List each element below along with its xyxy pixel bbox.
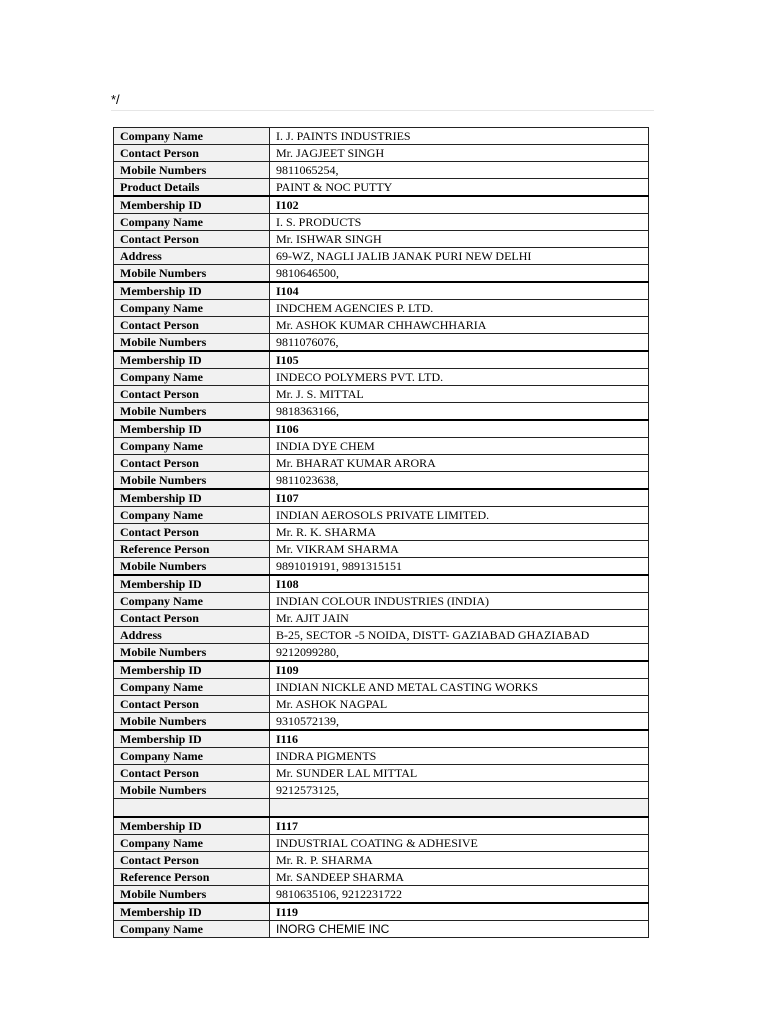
table-row (114, 765, 649, 782)
table-row (114, 507, 649, 524)
row-label: Company Name (114, 438, 270, 455)
row-label: Mobile Numbers (114, 265, 270, 283)
row-label: Membership ID (114, 817, 270, 835)
row-value: 69-WZ, NAGLI JALIB JANAK PURI NEW DELHI (270, 248, 649, 265)
table-row (114, 748, 649, 765)
row-value: Mr. ASHOK KUMAR CHHAWCHHARIA (270, 317, 649, 334)
members-table (113, 127, 649, 938)
table-row (114, 300, 649, 317)
row-value: I104 (270, 282, 649, 300)
row-label: Contact Person (114, 696, 270, 713)
row-label: Product Details (114, 179, 270, 197)
row-label: Mobile Numbers (114, 782, 270, 799)
row-value: I102 (270, 196, 649, 214)
table-row (114, 489, 649, 507)
row-label: Mobile Numbers (114, 644, 270, 662)
row-value: Mr. VIKRAM SHARMA (270, 541, 649, 558)
row-label: Mobile Numbers (114, 403, 270, 421)
row-label: Company Name (114, 214, 270, 231)
table-row (114, 679, 649, 696)
table-row (114, 627, 649, 644)
row-value: Mr. R. P. SHARMA (270, 852, 649, 869)
table-row (114, 248, 649, 265)
table-row (114, 455, 649, 472)
row-value: 9810635106, 9212231722 (270, 886, 649, 904)
row-label: Contact Person (114, 765, 270, 782)
row-value: Mr. SUNDER LAL MITTAL (270, 765, 649, 782)
row-label: Reference Person (114, 869, 270, 886)
row-label: Membership ID (114, 351, 270, 369)
row-value (270, 799, 649, 818)
row-label: Mobile Numbers (114, 713, 270, 731)
row-label: Contact Person (114, 386, 270, 403)
row-value: I105 (270, 351, 649, 369)
table-row (114, 438, 649, 455)
table-row (114, 369, 649, 386)
row-label: Company Name (114, 369, 270, 386)
row-label: Contact Person (114, 852, 270, 869)
table-row (114, 817, 649, 835)
row-value: INDUSTRIAL COATING & ADHESIVE (270, 835, 649, 852)
table-row (114, 420, 649, 438)
table-row (114, 610, 649, 627)
table-row (114, 886, 649, 904)
row-value: 9212099280, (270, 644, 649, 662)
row-value: Mr. AJIT JAIN (270, 610, 649, 627)
row-label: Membership ID (114, 730, 270, 748)
table-row (114, 852, 649, 869)
row-label: Company Name (114, 593, 270, 610)
row-label: Membership ID (114, 282, 270, 300)
table-row (114, 541, 649, 558)
row-value: INDECO POLYMERS PVT. LTD. (270, 369, 649, 386)
table-row (114, 145, 649, 162)
row-label: Company Name (114, 507, 270, 524)
row-label: Mobile Numbers (114, 162, 270, 179)
table-row (114, 196, 649, 214)
table-row (114, 835, 649, 852)
row-value: Mr. R. K. SHARMA (270, 524, 649, 541)
row-label: Company Name (114, 835, 270, 852)
table-row (114, 472, 649, 490)
table-row (114, 282, 649, 300)
page-marker: */ (111, 92, 120, 107)
table-row (114, 179, 649, 197)
row-value: INDIAN NICKLE AND METAL CASTING WORKS (270, 679, 649, 696)
row-label: Contact Person (114, 524, 270, 541)
row-label: Mobile Numbers (114, 886, 270, 904)
table-row (114, 334, 649, 352)
row-value: I109 (270, 661, 649, 679)
table-row (114, 524, 649, 541)
row-label: Address (114, 248, 270, 265)
row-value: Mr. BHARAT KUMAR ARORA (270, 455, 649, 472)
row-label: Contact Person (114, 610, 270, 627)
row-value: I119 (270, 903, 649, 921)
row-value: INDIA DYE CHEM (270, 438, 649, 455)
row-value: I116 (270, 730, 649, 748)
row-value: I107 (270, 489, 649, 507)
table-row (114, 214, 649, 231)
row-value: Mr. ISHWAR SINGH (270, 231, 649, 248)
table-row (114, 713, 649, 731)
row-value: INDIAN AEROSOLS PRIVATE LIMITED. (270, 507, 649, 524)
row-value: 9811065254, (270, 162, 649, 179)
row-value: I. J. PAINTS INDUSTRIES (270, 128, 649, 145)
table-row (114, 386, 649, 403)
row-value: 9891019191, 9891315151 (270, 558, 649, 576)
table-row (114, 351, 649, 369)
table-row (114, 128, 649, 145)
row-value: 9212573125, (270, 782, 649, 799)
row-value: I117 (270, 817, 649, 835)
table-row (114, 317, 649, 334)
row-label: Company Name (114, 748, 270, 765)
table-row (114, 661, 649, 679)
row-label: Company Name (114, 128, 270, 145)
row-label: Membership ID (114, 420, 270, 438)
table-row (114, 869, 649, 886)
table-row (114, 593, 649, 610)
row-value: I106 (270, 420, 649, 438)
table-row (114, 799, 649, 818)
table-row (114, 782, 649, 799)
row-value: INDIAN COLOUR INDUSTRIES (INDIA) (270, 593, 649, 610)
table-row (114, 231, 649, 248)
row-label: Company Name (114, 679, 270, 696)
row-label (114, 799, 270, 818)
table-row (114, 696, 649, 713)
row-value: 9310572139, (270, 713, 649, 731)
row-value: 9811076076, (270, 334, 649, 352)
table-row (114, 575, 649, 593)
table-row (114, 644, 649, 662)
divider (111, 110, 654, 111)
row-label: Contact Person (114, 231, 270, 248)
row-label: Address (114, 627, 270, 644)
row-value: B-25, SECTOR -5 NOIDA, DISTT- GAZIABAD GHAZIABAD (270, 627, 649, 644)
row-value: INORG CHEMIE INC (270, 921, 649, 938)
table-row (114, 403, 649, 421)
table-row (114, 162, 649, 179)
row-label: Mobile Numbers (114, 334, 270, 352)
row-label: Contact Person (114, 145, 270, 162)
table-row (114, 558, 649, 576)
table-row (114, 903, 649, 921)
row-value: Mr. J. S. MITTAL (270, 386, 649, 403)
row-value: INDRA PIGMENTS (270, 748, 649, 765)
row-label: Membership ID (114, 196, 270, 214)
row-value: 9811023638, (270, 472, 649, 490)
row-value: Mr. SANDEEP SHARMA (270, 869, 649, 886)
table-row (114, 921, 649, 938)
row-label: Company Name (114, 300, 270, 317)
table-row (114, 265, 649, 283)
row-label: Mobile Numbers (114, 472, 270, 490)
row-value: INDCHEM AGENCIES P. LTD. (270, 300, 649, 317)
row-value: Mr. JAGJEET SINGH (270, 145, 649, 162)
row-label: Reference Person (114, 541, 270, 558)
row-label: Company Name (114, 921, 270, 938)
row-value: PAINT & NOC PUTTY (270, 179, 649, 197)
row-label: Membership ID (114, 575, 270, 593)
row-value: 9818363166, (270, 403, 649, 421)
row-label: Membership ID (114, 489, 270, 507)
row-value: I108 (270, 575, 649, 593)
row-label: Mobile Numbers (114, 558, 270, 576)
row-label: Membership ID (114, 903, 270, 921)
row-value: Mr. ASHOK NAGPAL (270, 696, 649, 713)
members-table-body (114, 128, 649, 938)
row-value: 9810646500, (270, 265, 649, 283)
row-label: Contact Person (114, 455, 270, 472)
row-value: I. S. PRODUCTS (270, 214, 649, 231)
row-label: Membership ID (114, 661, 270, 679)
table-row (114, 730, 649, 748)
row-label: Contact Person (114, 317, 270, 334)
